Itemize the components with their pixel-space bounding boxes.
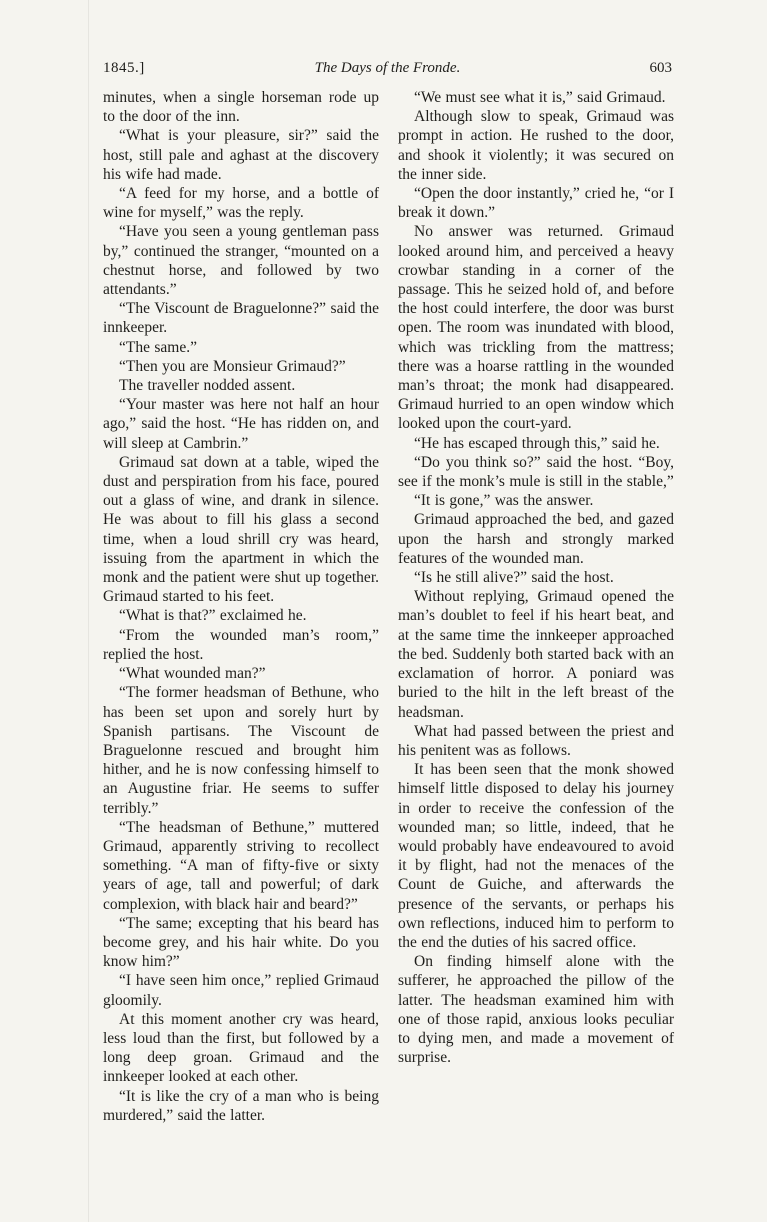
paragraph: “From the wounded man’s room,” replied the host. bbox=[103, 626, 379, 663]
paragraph: “We must see what it is,” said Grimaud. bbox=[414, 89, 666, 106]
paragraph: “Open the door instantly,” cried he, “or I break it down.” bbox=[398, 185, 674, 222]
paragraph: “The former headsman of Bethune, who has been set upon and sorely hurt by Spanish partisans. The Viscount de Braguelonne rescued and brought him hither, and he is now confessing himself to an Augustine friar. He seems to suffer terribly.” bbox=[103, 684, 379, 817]
paragraph: “The same.” bbox=[119, 338, 197, 356]
header-year: 1845.] bbox=[103, 60, 145, 76]
paragraph: The traveller nodded assent. bbox=[119, 377, 296, 395]
paragraph: “What is that?” exclaimed he. bbox=[119, 607, 307, 625]
text-columns bbox=[103, 88, 674, 1125]
paragraph: “Do you think so?” said the host. “Boy, see if the monk’s mule is still in the stable,” bbox=[398, 453, 674, 491]
paragraph: On finding himself alone with the sufferer, he approached the pillow of the latter. The headsman examined him with one of those rapid, anxious looks peculiar to dying men, and made a movement of surprise. bbox=[398, 953, 674, 1067]
header-page-number: 603 bbox=[649, 60, 672, 76]
paragraph: “What wounded man?” bbox=[119, 665, 266, 683]
paragraph: Grimaud approached the bed, and gazed upon the harsh and strongly marked features of the wounded man. bbox=[398, 511, 674, 567]
page-header bbox=[103, 60, 672, 77]
left-column bbox=[103, 88, 379, 1125]
paragraph: “He has escaped through this,” said he. bbox=[414, 434, 660, 452]
paragraph: “The same; excepting that his beard has become grey, and his hair white. Do you know him?” bbox=[103, 914, 379, 971]
paragraph: “Have you seen a young gentleman pass by,” continued the stranger, “mounted on a chestnut horse, and followed by two attendants.” bbox=[103, 223, 379, 299]
paragraph: “What is your pleasure, sir?” said the host, still pale and aghast at the discovery his wife had made. bbox=[103, 127, 379, 183]
paragraph: Although slow to speak, Grimaud was prompt in action. He rushed to the door, and shook it violently; it was secured on the inner side. bbox=[398, 108, 674, 183]
paragraph: What had passed between the priest and his penitent was as follows. bbox=[398, 722, 674, 759]
binding-edge-line bbox=[88, 0, 89, 1222]
paragraph: “It is gone,” was the answer. bbox=[414, 492, 594, 510]
paragraph: It has been seen that the monk showed himself little disposed to delay his journey in order to receive the confession of the wounded man; so little, indeed, that he would probably have endeavoured to avoid it by flight, had not the menaces of the Count de Guiche, and afterwards the presence of the servants, or perhaps his own reflections, induced him to perform to the end the duties of his sacred office. bbox=[398, 761, 674, 951]
right-column bbox=[398, 88, 674, 1125]
header-title: The Days of the Fronde. bbox=[314, 60, 461, 76]
paragraph: Grimaud sat down at a table, wiped the dust and perspiration from his face, poured out a glass of wine, and drank in silence. He was about to fill his glass a second time, when a loud shrill cry was heard, issuing from the apartment in which the monk and the patient were shut up together. Grimaud started to his feet. bbox=[103, 453, 379, 606]
paragraph: “Is he still alive?” said the host. bbox=[414, 569, 614, 587]
paragraph: “The Viscount de Braguelonne?” said the innkeeper. bbox=[103, 300, 379, 337]
paragraph: Without replying, Grimaud opened the man’s doublet to feel if his heart beat, and at the same time the innkeeper approached the bed. Suddenly both started back with an exclamation of horror. A poniard was buried to the hilt in the left breast of the headsman. bbox=[398, 588, 674, 721]
paragraph: “A feed for my horse, and a bottle of wine for myself,” was the reply. bbox=[103, 185, 379, 222]
paragraph: “Then you are Monsieur Grimaud?” bbox=[119, 357, 346, 375]
paragraph: “It is like the cry of a man who is being murdered,” said the latter. bbox=[103, 1087, 379, 1124]
paragraph: No answer was returned. Grimaud looked around him, and perceived a heavy crowbar standing in a corner of the passage. This he seized hold of, and before the host could interfere, the door was burst open. The room was inundated with blood, which was trickling from the mattress; there was a hoarse rattling in the wounded man’s throat; the monk had disappeared. Grimaud hurried to an open window which looked upon the court-yard. bbox=[398, 223, 674, 433]
paragraph: “Your master was here not half an hour ago,” said the host. “He has ridden on, and will sleep at Cambrin.” bbox=[103, 396, 379, 452]
paragraph: minutes, when a single horseman rode up to the door of the inn. bbox=[103, 89, 379, 126]
paragraph: “The headsman of Bethune,” muttered Grimaud, apparently striving to recollect something. “A man of fifty-five or sixty years of age, tall and powerful; of dark complexion, with black hair and beard?” bbox=[103, 818, 379, 913]
paragraph: “I have seen him once,” replied Grimaud gloomily. bbox=[103, 972, 379, 1009]
paragraph: At this moment another cry was heard, less loud than the first, but followed by a long deep groan. Grimaud and the innkeeper looked at each other. bbox=[103, 1010, 379, 1086]
